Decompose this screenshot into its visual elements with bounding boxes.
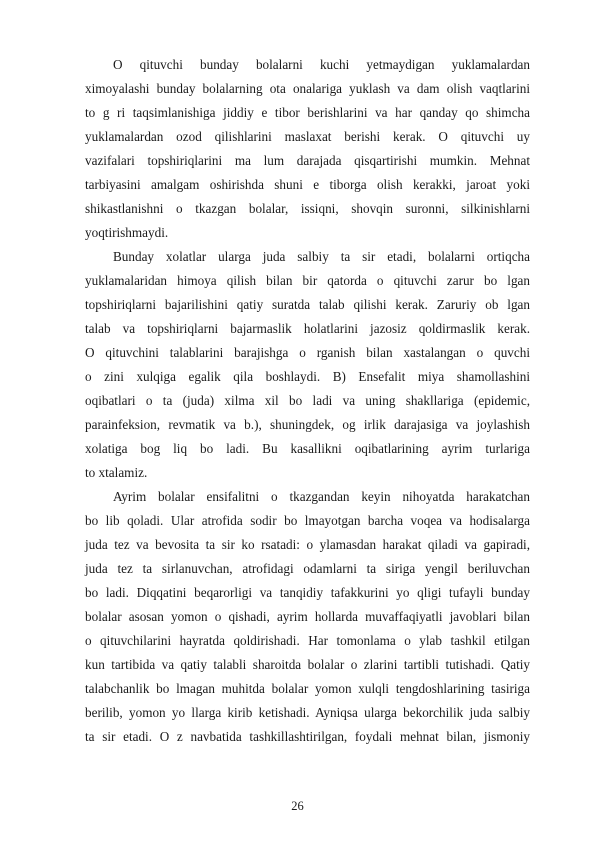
text-line: ta sir etadi. O z navbatida tashkillashtirilgan, foydali mehnat bilan, jismoniy [85,729,530,744]
text-line: o zini xulqiga egalik qila boshlaydi. B) Ensefalit miya shamollashini [85,369,530,384]
text-line: bolalar asosan yomon o qishadi, ayrim hollarda muvaffaqiyatli javoblari bilan [85,609,530,624]
text-line: kun tartibida va qatiy talabli sharoitda bolalar o zlarini tartibli tutishadi. Qatiy [85,657,530,672]
text-line: parainfeksion, revmatik va b.), shuningdek, og irlik darajasiga va joylashish [85,417,530,432]
text-line: Bunday xolatlar ularga juda salbiy ta sir etadi, bolalarni ortiqcha [113,249,530,264]
text-line: yuklamalaridan himoya qilish bilan bir qatorda o qituvchi zarur bo lgan [85,273,530,288]
text-line: o qituvchilarini hayratda qoldirishadi. Har tomonlama o ylab tashkil etilgan [85,633,530,648]
text-line: to g ri taqsimlanishiga jiddiy e tibor berishlarini va har qanday qo shimcha [85,105,530,120]
text-line: yoqtirishmaydi. [85,225,169,240]
page-number: 26 [291,799,304,813]
text-line: O qituvchi bunday bolalarni kuchi yetmaydigan yuklamalardan [113,57,530,72]
text-line: O qituvchini talablarini barajishga o rganish bilan xastalangan o quvchi [85,345,530,360]
text-line: bo lib qoladi. Ular atrofida sodir bo lmayotgan barcha voqea va hodisalarga [85,513,530,528]
text-line: berilib, yomon yo llarga kirib ketishadi. Ayniqsa ularga bekorchilik juda salbiy [85,705,530,720]
text-line: ximoyalashi bunday bolalarning ota onalariga yuklash va dam olish vaqtlarini [85,81,530,96]
text-line: Ayrim bolalar ensifalitni o tkazgandan keyin nihoyatda harakatchan [113,489,530,504]
text-line: to xtalamiz. [85,465,148,480]
text-line: oqibatlari o ta (juda) xilma xil bo ladi va uning shakllariga (epidemic, [85,393,530,408]
text-line: topshiriqlarni bajarilishini qatiy suratda talab qilishi kerak. Zaruriy ob lgan [85,297,530,312]
text-line: juda tez va bevosita ta sir ko rsatadi: o ylamasdan harakat qiladi va gapiradi, [85,537,530,552]
text-line: shikastlanishni o tkazgan bolalar, issiqni, shovqin suronni, silkinishlarni [85,201,530,216]
text-line: yuklamalardan ozod qilishlarini maslaxat berishi kerak. O qituvchi uy [85,129,530,144]
text-line: xolatiga bog liq bo ladi. Bu kasallikni oqibatlarining ayrim turlariga [85,441,530,456]
text-line: vazifalari topshiriqlarini ma lum darajada qisqartirishi mumkin. Mehnat [85,153,530,168]
text-line: bo ladi. Diqqatini beqarorligi va tanqidiy tafakkurini yo qligi tufayli bunday [85,585,530,600]
text-line: juda tez ta sirlanuvchan, atrofidagi odamlarni ta siriga yengil beriluvchan [85,561,530,576]
text-line: talabchanlik bo lmagan muhitda bolalar yomon xulqli tengdoshlarining tasiriga [85,681,530,696]
text-line: talab va topshiriqlarni bajarmaslik holatlarini jazosiz qoldirmaslik kerak. [85,321,530,336]
text-line: tarbiyasini amalgam oshirishda shuni e tiborga olish kerakki, jaroat yoki [85,177,530,192]
